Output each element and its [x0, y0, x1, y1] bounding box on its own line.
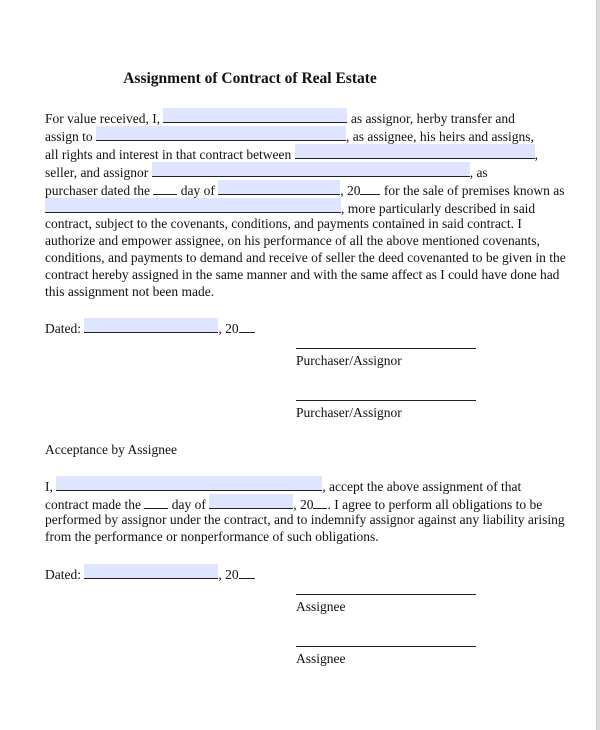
acceptance-dated-field[interactable] [84, 564, 218, 579]
text: . I agree to perform all obligations to be [327, 497, 543, 512]
contract-day-field[interactable] [144, 494, 168, 509]
text-line [45, 162, 488, 181]
text: , [534, 147, 539, 162]
text-line [45, 180, 565, 199]
acceptance-heading: Acceptance by Assignee [45, 442, 177, 457]
dated-label: Dated: [45, 321, 81, 336]
text-line: contract hereby assigned in the same manner and with the same affect as I could have done had [45, 267, 560, 282]
text-line [45, 126, 534, 145]
signature-label: Purchaser/Assignor [296, 405, 402, 420]
text-line: authorize and empower assignee, on his performance of all the above mentioned covenants, [45, 233, 540, 248]
dated-label: Dated: [45, 567, 81, 582]
text: assign to [45, 129, 93, 144]
signature-line[interactable] [296, 400, 476, 421]
text: , 20 [340, 183, 361, 198]
acceptance-year-field[interactable] [239, 564, 255, 579]
text: , more particularly described in said [341, 201, 536, 216]
text-line: from the performance or nonperformance of such obligations. [45, 529, 379, 544]
assignor-name-field[interactable] [163, 108, 347, 123]
text: as assignor, herby transfer and [350, 111, 515, 126]
text: , accept the above assignment of that [322, 479, 522, 494]
text: , as assignee, his heirs and assigns, [346, 129, 534, 144]
text-line [45, 494, 542, 513]
year-prefix: , 20 [218, 321, 239, 336]
dated-line [45, 564, 255, 583]
contract-year-field[interactable] [313, 494, 327, 509]
text-line [45, 476, 521, 495]
document-title: Assignment of Contract of Real Estate [123, 70, 377, 87]
text: For value received, I, [45, 111, 161, 126]
text: day of [171, 497, 206, 512]
year-prefix: , 20 [218, 567, 239, 582]
dated-year-field[interactable] [239, 318, 255, 333]
text-line: performed by assignor under the contract, and to indemnify assignor against any liability arising [45, 512, 565, 527]
signature-label: Assignee [296, 599, 346, 614]
acceptance-assignee-field[interactable] [56, 476, 322, 491]
text: purchaser dated the [45, 183, 150, 198]
text-line [45, 108, 515, 127]
contract-parties-field[interactable] [295, 144, 535, 159]
text: contract made the [45, 497, 141, 512]
premises-address-field[interactable] [45, 198, 341, 213]
text: all rights and interest in that contract between [45, 147, 292, 162]
text-line: this assignment not been made. [45, 284, 215, 299]
text-line: contract, subject to the covenants, conditions, and payments contained in said contract. I [45, 216, 522, 231]
seller-name-field[interactable] [152, 162, 470, 177]
text: , as [469, 165, 488, 180]
text: seller, and assignor [45, 165, 149, 180]
text: day of [180, 183, 215, 198]
assignee-signature-line[interactable] [296, 646, 476, 667]
text: for the sale of premises known as [383, 183, 565, 198]
purchase-year-field[interactable] [360, 180, 380, 195]
purchase-month-field[interactable] [218, 180, 340, 195]
assignee-name-field[interactable] [96, 126, 346, 141]
text-line [45, 144, 538, 163]
contract-month-field[interactable] [209, 494, 293, 509]
text: I, [45, 479, 53, 494]
dated-field[interactable] [84, 318, 218, 333]
dated-line [45, 318, 255, 337]
signature-label: Assignee [296, 651, 346, 666]
signature-line[interactable] [296, 348, 476, 369]
assignee-signature-line[interactable] [296, 594, 476, 615]
signature-label: Purchaser/Assignor [296, 353, 402, 368]
text: , 20 [293, 497, 314, 512]
text-line: conditions, and payments to demand and receive of seller the deed covenanted to be given in the [45, 250, 566, 265]
purchase-day-field[interactable] [153, 180, 177, 195]
text-line [45, 198, 535, 217]
